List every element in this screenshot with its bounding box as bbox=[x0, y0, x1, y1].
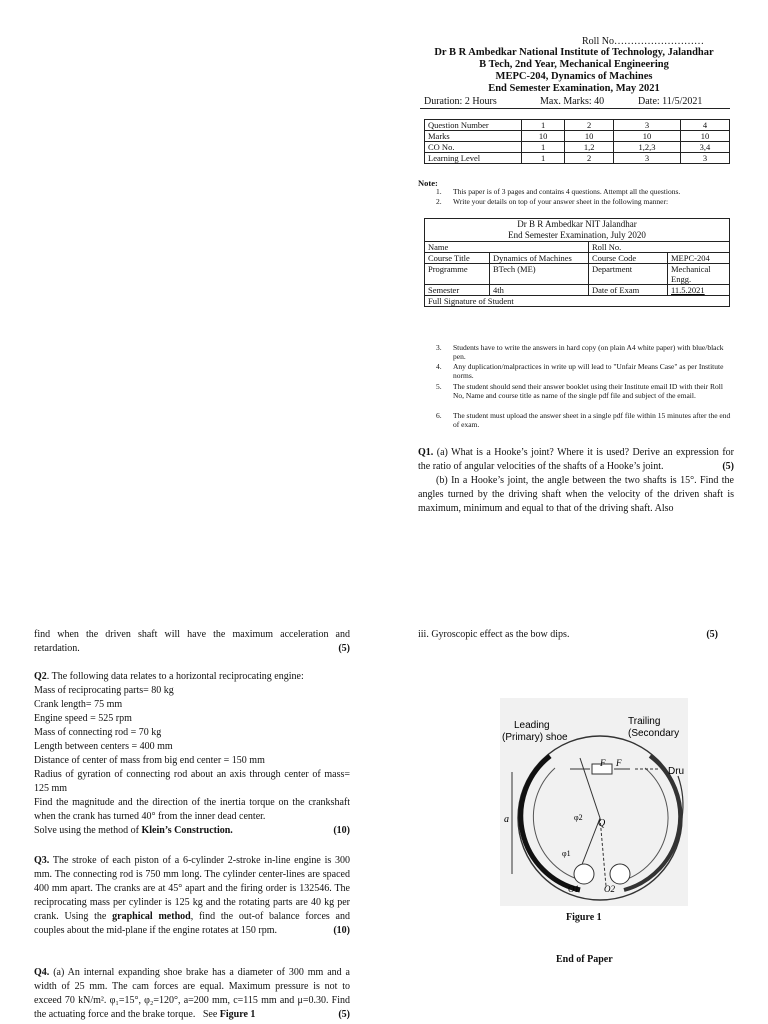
table-cell: Dynamics of Machines bbox=[490, 253, 589, 264]
label-secondary: (Secondary bbox=[628, 728, 680, 739]
label-phi1: φ1 bbox=[562, 849, 571, 858]
question-3 bbox=[34, 854, 350, 938]
note-item-1: This paper is of 3 pages and contains 4 questions. Attempt all the questions. bbox=[453, 187, 681, 196]
table-cell: Full Signature of Student bbox=[425, 296, 730, 307]
question-4-marks: (5) bbox=[338, 1009, 350, 1020]
roll-no: Roll No……………………… bbox=[582, 36, 704, 47]
label-a: a bbox=[504, 814, 509, 825]
table-cell: Question Number bbox=[425, 120, 522, 131]
table-row bbox=[425, 242, 730, 253]
table-row bbox=[425, 264, 730, 285]
table-cell: 2 bbox=[565, 153, 614, 164]
instruction-3: Students have to write the answers in hard copy (on plain A4 white paper) with blue/black pen. bbox=[453, 343, 724, 361]
instruction-5: The student should send their answer booklet using their Institute email ID with their Roll No, Name and course title as name of the single pdf file and subject of the email. bbox=[453, 382, 723, 400]
note-label: Note: bbox=[418, 178, 438, 188]
table-cell: 2 bbox=[565, 120, 614, 131]
question-2-method: Klein’s Construction. bbox=[141, 825, 233, 836]
table-cell: 3 bbox=[614, 153, 681, 164]
table-cell: Department bbox=[589, 264, 668, 285]
question-2-solve-text: Solve using the method of bbox=[34, 825, 142, 836]
note-item-2: Write your details on top of your answer sheet in the following manner: bbox=[453, 197, 669, 206]
label-phi2: φ2 bbox=[574, 813, 583, 822]
details-title-1: Dr B R Ambedkar NIT Jalandhar bbox=[517, 219, 637, 229]
label-q: Q bbox=[598, 818, 606, 829]
question-1-part-b: (b) In a Hooke’s joint, the angle between the two shafts is 15°. Find the angles turned by the driving shaft when the velocity of the driven shaft is maximum, minimum and equal to that of the driving shaft. Also bbox=[418, 475, 734, 514]
exam-line: End Semester Examination, May 2021 bbox=[488, 83, 660, 94]
note-item-1-num: 1. bbox=[436, 187, 442, 196]
leading-shoe bbox=[521, 756, 580, 890]
table-cell: 4 bbox=[680, 120, 729, 131]
table-cell: 1 bbox=[522, 120, 565, 131]
table-row bbox=[425, 131, 730, 142]
label-f1: F bbox=[600, 758, 606, 768]
instruction-6: The student must upload the answer sheet in a single pdf file within 15 minutes after the end of exam. bbox=[453, 411, 731, 429]
question-3-text-1: The stroke of each piston of a 6-cylinder 2-stroke in-line engine is 300 mm. The connecting rod is 750 mm long. The cylinder center-lines are spaced 400 mm apart. The cranks are at 45° apart and the firing order is 132546. The reciprocating mass per cylinder is 125 kg and the rotating parts are 40 kg per crank. Using the bbox=[34, 855, 350, 922]
question-4-label: Q4. bbox=[34, 967, 50, 978]
question-1-label: Q1. bbox=[418, 447, 434, 458]
instruction-5-num: 5. bbox=[436, 382, 442, 391]
table-cell: BTech (ME) bbox=[490, 264, 589, 285]
question-iii-marks: (5) bbox=[706, 629, 718, 640]
question-4 bbox=[34, 966, 350, 1022]
question-2-label: Q2 bbox=[34, 671, 47, 682]
table-row bbox=[425, 296, 730, 307]
table-cell: Programme bbox=[425, 264, 490, 285]
table-cell: 10 bbox=[565, 131, 614, 142]
question-3-marks: (10) bbox=[333, 925, 350, 936]
label-o1: O1 bbox=[568, 884, 579, 894]
table-cell: 4th bbox=[490, 285, 589, 296]
question-1-part-a bbox=[418, 446, 734, 474]
question-1-b-cont: find when the driven shaft will have the maximum acceleration and retardation. bbox=[34, 629, 350, 654]
pivot-o2 bbox=[610, 864, 630, 884]
instruction-6-num: 6. bbox=[436, 411, 442, 420]
question-2-intro bbox=[34, 670, 350, 684]
question-4-see: See bbox=[202, 1009, 220, 1020]
course-line: MEPC-204, Dynamics of Machines bbox=[495, 71, 653, 82]
table-cell: 1,2 bbox=[565, 142, 614, 153]
table-cell: 1 bbox=[522, 142, 565, 153]
table-cell: Date of Exam bbox=[589, 285, 668, 296]
label-drum: Dru bbox=[668, 766, 685, 777]
question-2-line: Mass of reciprocating parts= 80 kg bbox=[34, 685, 174, 696]
max-marks: Max. Marks: 40 bbox=[540, 96, 605, 107]
question-iii bbox=[418, 628, 718, 642]
question-2-line: Engine speed = 525 rpm bbox=[34, 713, 132, 724]
table-cell: Name bbox=[425, 242, 589, 253]
figure-1-caption: Figure 1 bbox=[566, 912, 602, 923]
question-2-line: Distance of center of mass from big end center = 150 mm bbox=[34, 755, 265, 766]
table-cell: 1,2,3 bbox=[614, 142, 681, 153]
table-row bbox=[425, 219, 730, 242]
table-cell: 10 bbox=[522, 131, 565, 142]
table-row bbox=[425, 142, 730, 153]
question-2-line: Find the magnitude and the direction of the inertia torque on the crankshaft when the crank has turned 40° from the inner dead center. bbox=[34, 797, 350, 822]
institute-name: Dr B R Ambedkar National Institute of Technology, Jalandhar bbox=[434, 47, 714, 58]
table-row bbox=[425, 285, 730, 296]
table-cell: 3,4 bbox=[680, 142, 729, 153]
table-cell: Course Title bbox=[425, 253, 490, 264]
question-1-a-marks: (5) bbox=[722, 461, 734, 472]
note-item-2-num: 2. bbox=[436, 197, 442, 206]
label-trailing: Trailing bbox=[628, 716, 661, 727]
instruction-3-num: 3. bbox=[436, 343, 442, 352]
exam-date: Date: 11/5/2021 bbox=[638, 96, 703, 107]
instruction-4: Any duplication/malpractices in write up will lead to "Unfair Means Case" as per Institute norms. bbox=[453, 362, 724, 380]
question-2-intro-text: . The following data relates to a horizontal reciprocating engine: bbox=[46, 671, 304, 682]
table-cell: Course Code bbox=[589, 253, 668, 264]
question-2 bbox=[34, 670, 350, 838]
program-line: B Tech, 2nd Year, Mechanical Engineering bbox=[479, 59, 669, 70]
label-o2: O2 bbox=[604, 884, 615, 894]
marks-table bbox=[424, 119, 730, 164]
table-cell: Semester bbox=[425, 285, 490, 296]
label-leading: Leading bbox=[514, 720, 550, 731]
header-rule bbox=[420, 108, 730, 109]
table-cell: CO No. bbox=[425, 142, 522, 153]
table-cell: MEPC-204 bbox=[668, 253, 730, 264]
question-1-b-marks: (5) bbox=[338, 643, 350, 654]
question-4-figure-ref: Figure 1 bbox=[219, 1009, 256, 1020]
question-1-continuation bbox=[34, 628, 350, 656]
instruction-4-num: 4. bbox=[436, 362, 442, 371]
brake-diagram-svg bbox=[500, 698, 688, 906]
table-cell: Learning Level bbox=[425, 153, 522, 164]
table-cell: Roll No. bbox=[589, 242, 730, 253]
figure-1-brake-diagram bbox=[500, 698, 688, 906]
question-2-line: Crank length= 75 mm bbox=[34, 699, 123, 710]
question-2-solve bbox=[34, 824, 350, 838]
pivot-o1 bbox=[574, 864, 594, 884]
question-2-line: Mass of connecting rod = 70 kg bbox=[34, 727, 162, 738]
table-cell: 3 bbox=[614, 120, 681, 131]
question-iii-text: iii. Gyroscopic effect as the bow dips. bbox=[418, 629, 570, 640]
table-cell: Mechanical Engg. bbox=[668, 264, 730, 285]
table-cell: Marks bbox=[425, 131, 522, 142]
table-cell: 3 bbox=[680, 153, 729, 164]
student-details-table bbox=[424, 218, 730, 307]
table-row bbox=[425, 253, 730, 264]
duration: Duration: 2 Hours bbox=[424, 96, 497, 107]
question-4-text: (a) An internal expanding shoe brake has a diameter of 300 mm and a width of 25 mm. The cam forces are equal. Maximum pressure is not to exceed 70 kN/m². φ₁=15°, φ₂=120°, a=200 mm, c=115 mm and μ=0.30. Find the actuating force and the brake torque. bbox=[34, 967, 350, 1020]
label-primary-shoe: (Primary) shoe bbox=[502, 732, 568, 743]
question-1-a-text: (a) What is a Hooke’s joint? Where it is used? Derive an expression for the ratio of angular velocities of the shafts of a Hooke’s joint. bbox=[418, 447, 735, 472]
question-3-text-2: , find the out-of balance forces and couples about the mid-plane if the engine rotates at 150 rpm. bbox=[34, 911, 350, 936]
question-3-label: Q3. bbox=[34, 855, 50, 866]
table-cell: 10 bbox=[680, 131, 729, 142]
question-2-line: Length between centers = 400 mm bbox=[34, 741, 173, 752]
table-row bbox=[425, 120, 730, 131]
question-3-method: graphical method bbox=[112, 911, 191, 922]
label-f2: F bbox=[616, 758, 622, 768]
question-2-marks: (10) bbox=[333, 825, 350, 836]
end-of-paper: End of Paper bbox=[556, 954, 613, 965]
question-2-line: Radius of gyration of connecting rod about an axis through center of mass= 125 mm bbox=[34, 769, 350, 794]
details-title-2: End Semester Examination, July 2020 bbox=[508, 230, 646, 240]
table-cell: 10 bbox=[614, 131, 681, 142]
table-row bbox=[425, 153, 730, 164]
table-cell: 11.5.2021 bbox=[668, 285, 730, 296]
table-cell: 1 bbox=[522, 153, 565, 164]
details-title bbox=[425, 219, 730, 242]
